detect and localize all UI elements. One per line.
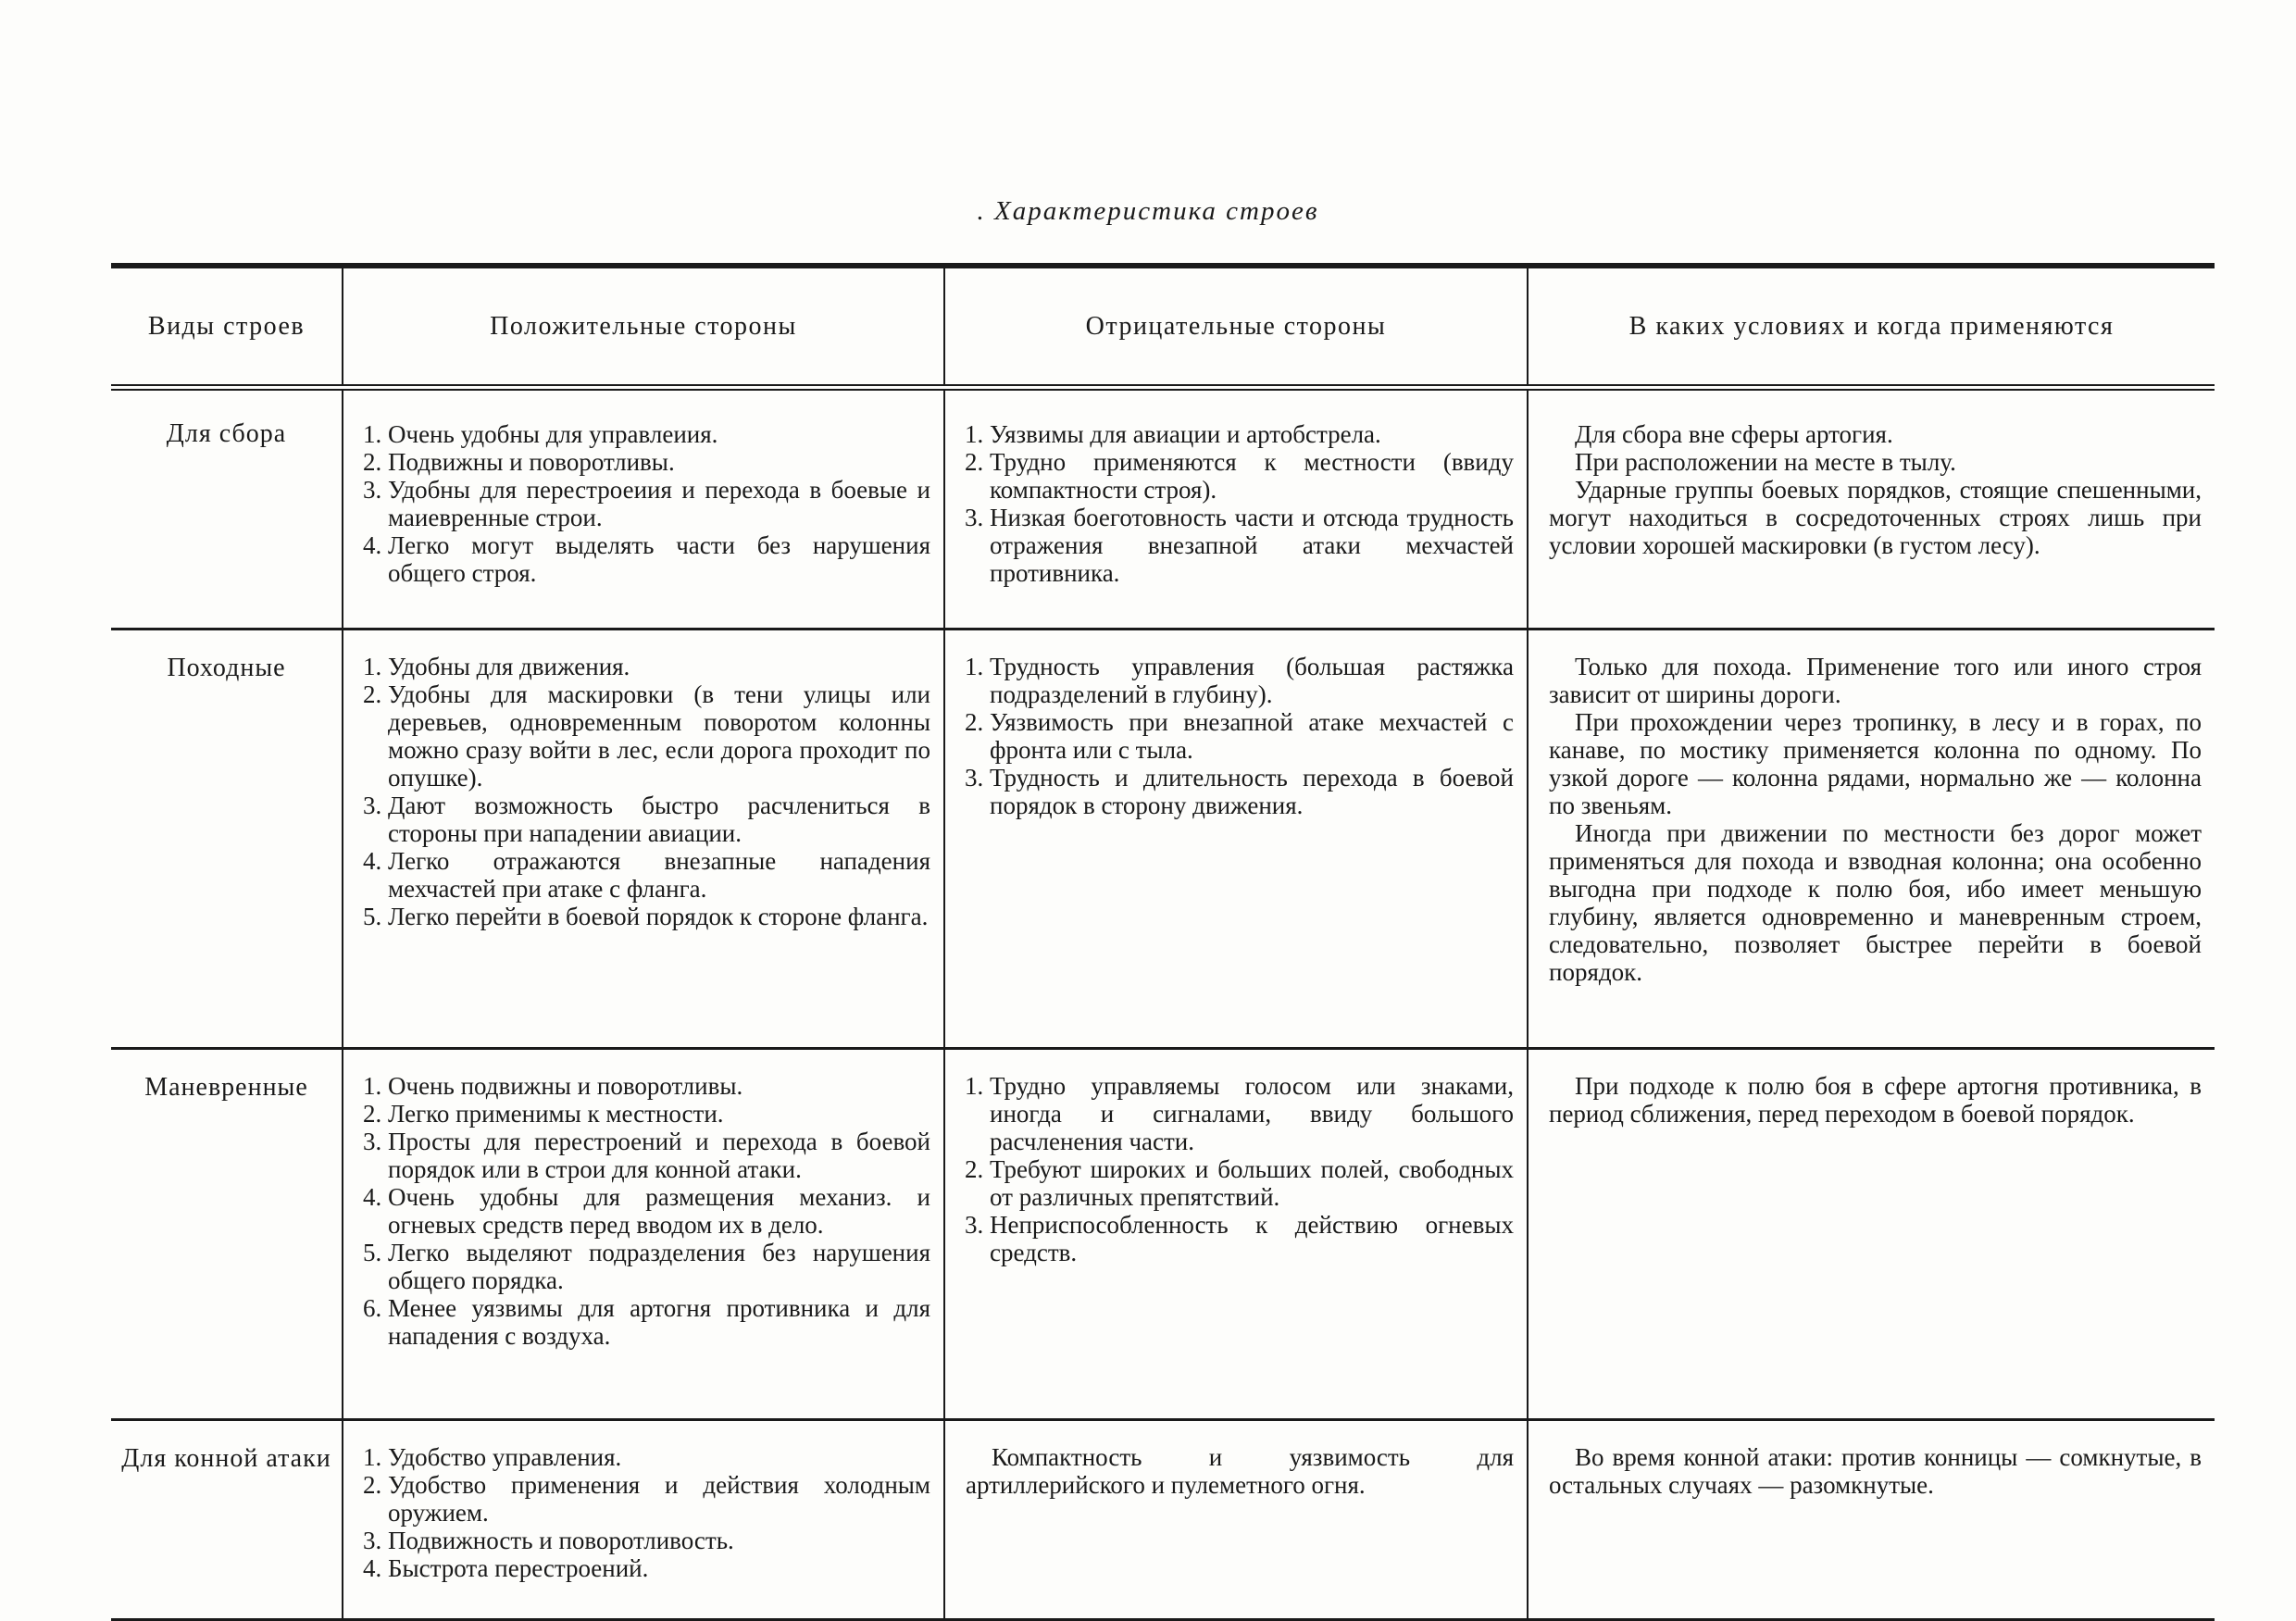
list-item: 3. Неприспособленность к действию огневых средств.	[990, 1211, 1514, 1266]
list-item: 4. Легко могут выделять части без нарушения общего строя.	[388, 531, 930, 587]
list-item: 2. Удобство применения и действия холодным оружием.	[388, 1471, 930, 1527]
list-item: 5. Легко выделяют подразделения без нарушения общего порядка.	[388, 1239, 930, 1294]
list-item: 3. Подвижность и поворотливость.	[388, 1527, 930, 1554]
list-item: 4. Быстрота перестроений.	[388, 1554, 930, 1582]
row-name: Походные	[111, 630, 343, 1049]
row-name: Для сбора	[111, 388, 343, 630]
paragraph: Компактность и уязвимость для артиллерийского и пулеметного огня.	[966, 1443, 1514, 1499]
paragraph: При расположении на месте в тылу.	[1575, 448, 1956, 476]
list-item: 1. Уязвимы для авиации и артобстрела.	[990, 420, 1514, 448]
row-name: Маневренные	[111, 1049, 343, 1420]
positive-cell	[343, 1049, 944, 1420]
row-name: Для конной атаки	[121, 1444, 331, 1473]
table-title: . Характеристика строев	[977, 196, 1319, 226]
negative-cell	[944, 1420, 1528, 1620]
list-item: 1. Очень подвижны и поворотливы.	[388, 1072, 930, 1100]
header-row	[111, 266, 2215, 388]
list-item: 1. Трудность управления (большая растяжка подразделений в глубину).	[990, 653, 1514, 708]
list-item: 1. Трудно управляемы голосом или знаками, иногда и сигналами, ввиду большого расчленения части.	[990, 1072, 1514, 1155]
paragraph: Иногда при движении по местности без дорог может применяться для похода и взводная колонна; она особенно выгодна при подходе к полю боя, ибо имеет меньшую глубину, является одновременно и маневренным строем, следовательно, позволяет быстрее перейти в боевой порядок.	[1549, 819, 2202, 986]
column-header-positive: Положительные стороны	[343, 266, 944, 388]
list-item: 1. Удобство управления.	[388, 1443, 930, 1471]
list-item: 4. Очень удобны для размещения механиз. и огневых средств перед вводом их в дело.	[388, 1183, 930, 1239]
list-item: 4. Легко отражаются внезапные нападения мехчастей при атаке с фланга.	[388, 847, 930, 903]
list-item: 6. Менее уязвимы для артогня противника и для нападения с воздуха.	[388, 1294, 930, 1350]
list-item: 2. Уязвимость при внезапной атаке мехчастей с фронта или с тыла.	[990, 708, 1514, 764]
paragraph: При подходе к полю боя в сфере артогня противника, в период сближения, перед переходом в боевой порядок.	[1549, 1072, 2202, 1128]
table-row	[111, 630, 2215, 1049]
positive-cell	[343, 630, 944, 1049]
paragraph: Только для похода. Применение того или иного строя зависит от ширины дороги.	[1549, 653, 2202, 708]
list-item: 2. Легко применимы к местности.	[388, 1100, 930, 1128]
negative-cell	[944, 388, 1528, 630]
list-item: 3. Низкая боеготовность части и отсюда трудность отражения внезапной атаки мехчастей противника.	[990, 504, 1514, 587]
negative-cell	[944, 1049, 1528, 1420]
positive-cell	[343, 388, 944, 630]
column-header-usage: В каких условиях и когда применяются	[1528, 266, 2215, 388]
column-header-negative: Отрицательные стороны	[944, 266, 1528, 388]
table-row	[111, 388, 2215, 630]
usage-cell	[1528, 388, 2215, 630]
list-item: 2. Трудно применяются к местности (ввиду компактности строя).	[990, 448, 1514, 504]
list-item: 2. Подвижны и поворотливы.	[388, 448, 930, 476]
paragraph: Во время конной атаки: против конницы — сомкнутые, в остальных случаях — разомкнутые.	[1549, 1443, 2202, 1499]
column-header-types: Виды строев	[111, 266, 343, 388]
list-item: 2. Требуют широких и больших полей, свободных от различных препятствий.	[990, 1155, 1514, 1211]
table-row	[111, 1420, 2215, 1620]
list-item: 5. Легко перейти в боевой порядок к стороне фланга.	[388, 903, 930, 930]
list-item: 3. Просты для перестроений и перехода в боевой порядок или в строи для конной атаки.	[388, 1128, 930, 1183]
paragraph: Ударные группы боевых порядков, стоящие спешенными, могут находиться в сосредоточенных строях лишь при условии хорошей маскировки (в густом лесу).	[1549, 476, 2202, 559]
list-item: 3. Удобны для перестроеиия и перехода в боевые и маиевренные строи.	[388, 476, 930, 531]
table-row	[111, 1049, 2215, 1420]
list-item: 2. Удобны для маскировки (в тени улицы или деревьев, одновременным поворотом колонны можно сразу войти в лес, если дорога проходит по опушке).	[388, 680, 930, 792]
list-item: 1. Удобны для движения.	[388, 653, 930, 680]
usage-cell	[1528, 630, 2215, 1049]
usage-cell	[1528, 1420, 2215, 1620]
list-item: 3. Трудность и длительность перехода в боевой порядок в сторону движения.	[990, 764, 1514, 819]
formations-table	[111, 263, 2215, 1621]
usage-cell	[1528, 1049, 2215, 1420]
paragraph: Для сбора вне сферы артогия.	[1575, 420, 1893, 448]
list-item: 3. Дают возможность быстро расчлениться в стороны при нападении авиации.	[388, 792, 930, 847]
list-item: 1. Очень удобны для управлеиия.	[388, 420, 930, 448]
negative-cell	[944, 630, 1528, 1049]
paragraph: При прохождении через тропинку, в лесу и в горах, по канаве, по мостику применяется колонна по одному. По узкой дороге — колонна рядами, нормально же — колонна по звеньям.	[1549, 708, 2202, 819]
positive-cell	[343, 1420, 944, 1620]
